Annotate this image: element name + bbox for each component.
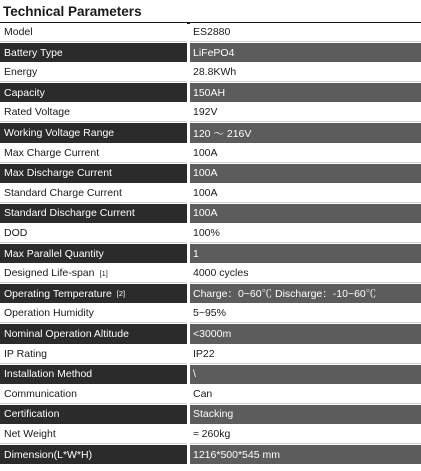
parameter-value <box>190 184 421 203</box>
parameter-label-text: Standard Charge Current <box>4 186 122 199</box>
parameter-label-text: Battery Type <box>4 46 63 59</box>
parameter-label-text: Max Charge Current <box>4 146 100 159</box>
parameter-label-text: Certification <box>4 408 60 421</box>
parameter-label-text: Energy <box>4 66 38 79</box>
parameter-label <box>0 264 187 283</box>
parameter-label <box>0 385 187 404</box>
parameter-label <box>0 63 187 82</box>
parameter-value-text: 100A <box>193 146 218 159</box>
parameter-value-text: 100A <box>193 207 218 220</box>
parameter-label-text: Working Voltage Range <box>4 127 115 140</box>
parameter-label <box>0 345 187 364</box>
table-row <box>0 304 421 324</box>
table-row <box>0 264 421 284</box>
parameter-value <box>190 425 421 444</box>
parameter-value <box>190 365 421 384</box>
parameter-value-text: Charge：0~60℃ Discharge：-10~60℃ <box>193 288 377 301</box>
parameter-label-text: Operation Humidity <box>4 307 94 320</box>
parameter-label <box>0 405 187 424</box>
parameter-value <box>190 63 421 82</box>
parameter-value-text: LiFePO4 <box>193 46 235 59</box>
table-row <box>0 224 421 244</box>
parameter-value-text: 1216*500*545 mm <box>193 448 280 461</box>
parameter-label-text: Standard Discharge Current <box>4 207 135 220</box>
parameter-value-text: 150AH <box>193 86 226 99</box>
parameter-label-text: Nominal Operation Altitude <box>4 327 129 340</box>
parameter-value <box>190 43 421 62</box>
parameter-label-text: Rated Voltage <box>4 106 70 119</box>
parameter-label <box>0 425 187 444</box>
table-row <box>0 123 421 143</box>
table-row <box>0 284 421 304</box>
parameter-label <box>0 103 187 122</box>
table-row <box>0 445 421 465</box>
parameter-value-text: 120 ～ 216V <box>193 127 252 140</box>
parameter-label <box>0 244 187 263</box>
parameter-value <box>190 284 421 303</box>
parameter-label-text: Net Weight <box>4 427 56 440</box>
table-row <box>0 204 421 224</box>
section-title: Technical Parameters <box>0 0 421 24</box>
parameter-label <box>0 144 187 163</box>
parameter-value <box>190 224 421 243</box>
parameter-value-text: 100% <box>193 226 220 239</box>
table-row <box>0 23 421 43</box>
parameter-value <box>190 244 421 263</box>
parameter-value <box>190 345 421 364</box>
parameter-label <box>0 23 187 42</box>
parameter-label <box>0 123 187 142</box>
table-row <box>0 345 421 365</box>
parameter-value <box>190 123 421 142</box>
parameter-label-text: Capacity <box>4 86 45 99</box>
parameter-value-text: 28.8KWh <box>193 66 237 79</box>
table-row <box>0 63 421 83</box>
parameter-label <box>0 83 187 102</box>
table-row <box>0 365 421 385</box>
parameter-value <box>190 144 421 163</box>
parameter-label-text: DOD <box>4 226 28 239</box>
parameter-label <box>0 224 187 243</box>
parameter-value-text: Stacking <box>193 408 234 421</box>
parameter-label-text: Communication <box>4 387 77 400</box>
table-row <box>0 43 421 63</box>
parameter-label-text: Max Parallel Quantity <box>4 247 104 260</box>
parameter-value <box>190 324 421 343</box>
parameter-value-text: IP22 <box>193 347 215 360</box>
parameter-label <box>0 365 187 384</box>
parameter-value <box>190 264 421 283</box>
parameter-value <box>190 445 421 464</box>
table-row <box>0 103 421 123</box>
parameter-value <box>190 23 421 42</box>
parameter-label <box>0 304 187 323</box>
parameter-value <box>190 385 421 404</box>
table-row <box>0 184 421 204</box>
parameter-value <box>190 103 421 122</box>
parameter-value-text: \ <box>193 368 196 381</box>
parameter-value-text: 100A <box>193 167 218 180</box>
parameter-value-text: ≈ 260kg <box>193 427 231 440</box>
parameter-label <box>0 204 187 223</box>
parameter-value <box>190 83 421 102</box>
parameter-value <box>190 304 421 323</box>
parameter-label-text: IP Rating <box>4 347 47 360</box>
parameter-value <box>190 405 421 424</box>
parameter-label-text: Max Discharge Current <box>4 167 112 180</box>
table-row <box>0 425 421 445</box>
parameter-value-text: <3000m <box>193 327 232 340</box>
parameter-value <box>190 204 421 223</box>
table-row <box>0 324 421 344</box>
parameter-value-text: Can <box>193 387 213 400</box>
parameter-label <box>0 164 187 183</box>
parameter-value-text: 5~95% <box>193 307 226 320</box>
table-row <box>0 385 421 405</box>
parameter-value-text: 4000 cycles <box>193 267 249 280</box>
parameter-value <box>190 164 421 183</box>
parameter-value-text: 192V <box>193 106 218 119</box>
parameter-label-text: Dimension(L*W*H) <box>4 448 93 461</box>
parameter-label-text: Installation Method <box>4 368 93 381</box>
footnote-marker: [2] <box>116 289 126 299</box>
parameter-value-text: 100A <box>193 186 218 199</box>
footnote-marker: [1] <box>99 268 108 278</box>
table-row <box>0 144 421 164</box>
parameter-label <box>0 324 187 343</box>
table-row <box>0 405 421 425</box>
parameter-value-text: ES2880 <box>193 26 231 39</box>
table-row <box>0 164 421 184</box>
table-row <box>0 244 421 264</box>
parameter-label-text: Operating Temperature <box>4 287 112 300</box>
parameter-label-text: Designed Life-span <box>4 267 95 280</box>
parameters-table <box>0 23 421 465</box>
parameter-label <box>0 43 187 62</box>
parameter-label <box>0 284 187 303</box>
parameter-label <box>0 184 187 203</box>
parameter-label-text: Model <box>4 26 33 39</box>
parameter-label <box>0 445 187 464</box>
parameter-value-text: 1 <box>193 247 199 260</box>
table-row <box>0 83 421 103</box>
